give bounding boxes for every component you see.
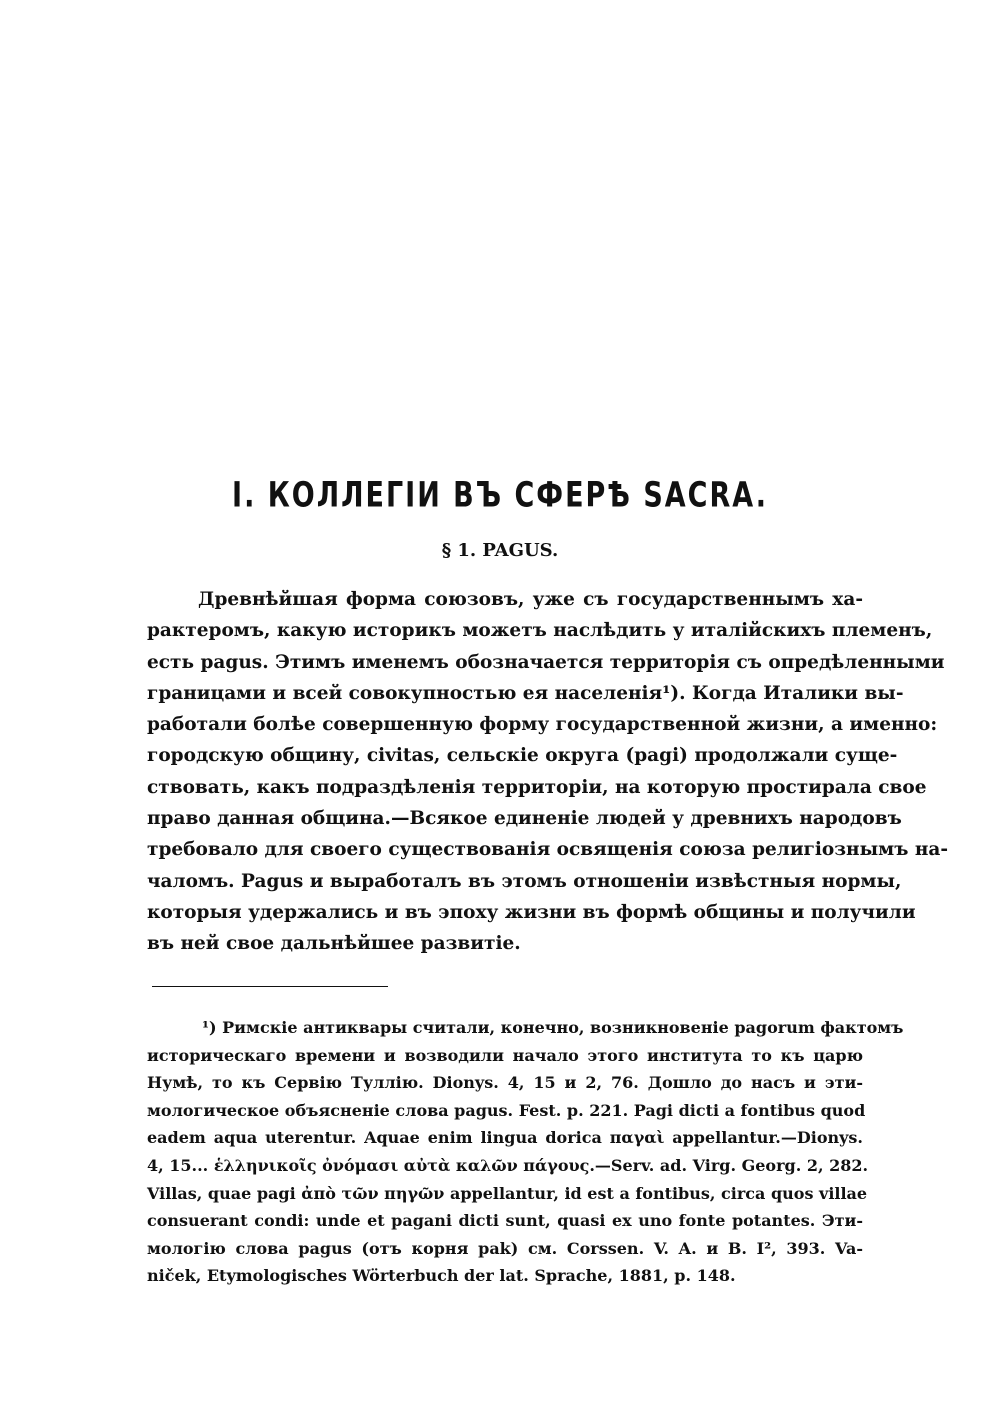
footnote-line: consuerant condi: unde et pagani dicti sunt, quasi ex uno fonte potantes. Эти- <box>147 1211 863 1231</box>
footnote <box>147 1014 904 1290</box>
footnote-line: 4, 15... ἑλληνικοῖς ὀνόμασι αὐτὰ καλῶν πάγους.—Serv. ad. Virg. Georg. 2, 282. <box>147 1155 869 1175</box>
body-line: право данная община.—Всякое единеніе людей у древнихъ народовъ <box>147 808 902 830</box>
body-line: чаломъ. Pagus и выработалъ въ этомъ отношеніи извѣстныя нормы, <box>147 870 902 892</box>
body-line: рактеромъ, какую историкъ можетъ наслѣдить у италійскихъ племенъ, <box>147 620 933 642</box>
body-line: требовало для своего существованія освященія союза религіознымъ на- <box>147 839 949 861</box>
body-line: границами и всей совокупностью ея населенія¹). Когда Италики вы- <box>147 682 904 704</box>
footnote-line: niček, Etymologisches Wörterbuch der lat. Sprache, 1881, p. 148. <box>147 1266 736 1286</box>
footnote-line: eadem aqua uterentur. Aquae enim lingua dorica παγαὶ appellantur.—Dionys. <box>147 1128 863 1148</box>
section-title: § 1. PAGUS. <box>441 540 559 561</box>
footnote-line: историческаго времени и возводили начало этого института то къ царю <box>147 1045 863 1065</box>
footnote-line: мологическое объясненіе слова pagus. Fest. p. 221. Pagi dicti a fontibus quod <box>147 1100 866 1120</box>
body-line: работали болѣе совершенную форму государственной жизни, а именно: <box>147 714 938 736</box>
footnote-line: ¹) Римскіе антиквары считали, конечно, возникновеніе pagorum фактомъ <box>202 1018 904 1037</box>
footnote-line: Villas, quae pagi ἀπὸ τῶν πηγῶν appellantur, id est a fontibus, circa quos villae <box>147 1183 868 1203</box>
footnote-line: мологію слова pagus (отъ корня pak) см. Corssen. V. A. и B. I², 393. Va- <box>147 1238 863 1258</box>
body-line: которыя удержались и въ эпоху жизни въ формѣ общины и получили <box>147 901 916 923</box>
body-line: Древнѣйшая форма союзовъ, уже съ государственнымъ ха- <box>198 589 863 610</box>
footnote-line: Нумѣ, то къ Сервію Туллію. Dionys. 4, 15 и 2, 76. Дошло до насъ и эти- <box>147 1073 863 1093</box>
footnote-divider <box>152 986 388 987</box>
chapter-title: I. КОЛЛЕГIИ ВЪ СФЕРѢ SACRA. <box>232 475 768 516</box>
body-line: есть pagus. Этимъ именемъ обозначается территорія съ опредѣленными <box>147 651 945 673</box>
body-paragraph <box>147 584 949 960</box>
body-line: городскую общину, civitas, сельскіе округа (pagi) продолжали суще- <box>147 745 898 767</box>
body-line: въ ней свое дальнѣйшее развитіе. <box>147 933 521 955</box>
body-line: ствовать, какъ подраздѣленія территоріи, на которую простирала свое <box>147 776 927 798</box>
